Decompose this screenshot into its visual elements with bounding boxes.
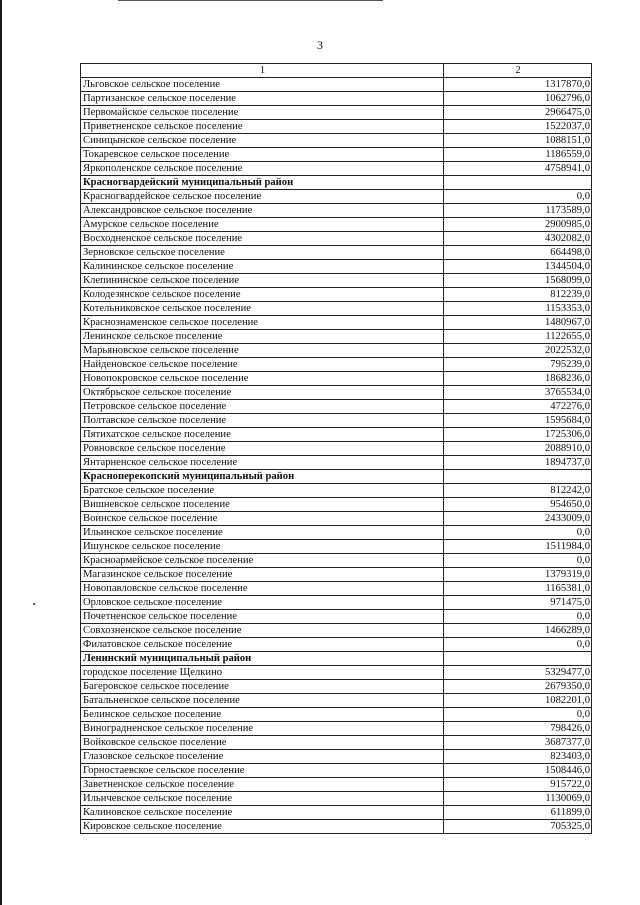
table-row [81,288,592,302]
settlement-name: Полтавское сельское поселение [81,414,444,428]
table-row [81,414,592,428]
amount-cell: 0,0 [444,610,592,624]
settlement-name: Александровское сельское поселение [81,204,444,218]
settlement-name: Горностаевское сельское поселение [81,764,444,778]
table-row [81,246,592,260]
budget-table [80,63,592,834]
settlement-name: Новопавловское сельское поселение [81,582,444,596]
table-row [81,162,592,176]
settlement-name: Синицынское сельское поселение [81,134,444,148]
amount-cell: 1165381,0 [444,582,592,596]
settlement-name: Красноармейское сельское поселение [81,554,444,568]
settlement-name: Ровновское сельское поселение [81,442,444,456]
settlement-name: Калиновское сельское поселение [81,806,444,820]
amount-cell: 795239,0 [444,358,592,372]
page-number: 3 [317,38,323,52]
settlement-name: Братское сельское поселение [81,484,444,498]
settlement-name: Глазовское сельское поселение [81,750,444,764]
table-row [81,526,592,540]
settlement-name: Амурское сельское поселение [81,218,444,232]
amount-cell: 2022532,0 [444,344,592,358]
amount-cell: 1480967,0 [444,316,592,330]
table-row [81,106,592,120]
settlement-name: Батальненское сельское поселение [81,694,444,708]
section-row [81,652,592,666]
settlement-name: Янтарненское сельское поселение [81,456,444,470]
settlement-name: Петровское сельское поселение [81,400,444,414]
settlement-name: Партизанское сельское поселение [81,92,444,106]
table-row [81,386,592,400]
settlement-name: Котельниковское сельское поселение [81,302,444,316]
amount-cell: 472276,0 [444,400,592,414]
amount-cell: 2679350,0 [444,680,592,694]
table-row [81,302,592,316]
table-row [81,512,592,526]
amount-cell: 1522037,0 [444,120,592,134]
table-row [81,372,592,386]
settlement-name: Совхозненское сельское поселение [81,624,444,638]
amount-cell: 2966475,0 [444,106,592,120]
settlement-name: Новопокровское сельское поселение [81,372,444,386]
amount-cell: 1122655,0 [444,330,592,344]
amount-cell: 812239,0 [444,288,592,302]
settlement-name: Почетненское сельское поселение [81,610,444,624]
table-row [81,330,592,344]
table-row [81,92,592,106]
amount-cell: 798426,0 [444,722,592,736]
amount-cell: 954650,0 [444,498,592,512]
table-row [81,274,592,288]
section-row [81,176,592,190]
settlement-name: Белинское сельское поселение [81,708,444,722]
amount-cell: 1568099,0 [444,274,592,288]
amount-cell: 2900985,0 [444,218,592,232]
amount-cell: 812242,0 [444,484,592,498]
table-row [81,498,592,512]
table-row [81,148,592,162]
settlement-name: Воинское сельское поселение [81,512,444,526]
amount-cell: 705325,0 [444,820,592,834]
amount-cell: 0,0 [444,190,592,204]
amount-cell: 1088151,0 [444,134,592,148]
amount-cell: 0,0 [444,554,592,568]
amount-cell: 1344504,0 [444,260,592,274]
settlement-name: Восходненское сельское поселение [81,232,444,246]
settlement-name: Ленинское сельское поселение [81,330,444,344]
amount-cell: 2088910,0 [444,442,592,456]
table-row [81,820,592,834]
amount-cell: 1725306,0 [444,428,592,442]
settlement-name: Зерновское сельское поселение [81,246,444,260]
table-row [81,778,592,792]
amount-cell: 1508446,0 [444,764,592,778]
settlement-name: Ишунское сельское поселение [81,540,444,554]
table-row [81,694,592,708]
amount-cell [444,470,592,484]
amount-cell: 0,0 [444,708,592,722]
settlement-name: Пятихатское сельское поселение [81,428,444,442]
district-name: Ленинский муниципальный район [81,652,444,666]
settlement-name: Войковское сельское поселение [81,736,444,750]
table-row [81,708,592,722]
amount-cell: 1153353,0 [444,302,592,316]
table-row [81,344,592,358]
table-row [81,456,592,470]
settlement-name: Филатовское сельское поселение [81,638,444,652]
scan-speck [33,603,35,605]
table-row [81,806,592,820]
settlement-name: Виноградненское сельское поселение [81,722,444,736]
table-row [81,400,592,414]
table-row [81,582,592,596]
settlement-name: Ильичевское сельское поселение [81,792,444,806]
table-row [81,540,592,554]
settlement-name: Клепининское сельское поселение [81,274,444,288]
table-row [81,442,592,456]
amount-cell: 611899,0 [444,806,592,820]
table-row [81,316,592,330]
settlement-name: Льговское сельское поселение [81,78,444,92]
amount-cell: 4302082,0 [444,232,592,246]
settlement-name: Приветненское сельское поселение [81,120,444,134]
section-row [81,470,592,484]
table-row [81,120,592,134]
table-row [81,218,592,232]
table-row [81,764,592,778]
amount-cell: 1379319,0 [444,568,592,582]
table-row [81,134,592,148]
district-name: Красногвардейский муниципальный район [81,176,444,190]
table-row [81,190,592,204]
settlement-name: Колодезянское сельское поселение [81,288,444,302]
amount-cell: 2433009,0 [444,512,592,526]
table-row [81,680,592,694]
amount-cell: 1062796,0 [444,92,592,106]
settlement-name: Первомайское сельское поселение [81,106,444,120]
amount-cell: 1130069,0 [444,792,592,806]
table-row [81,638,592,652]
settlement-name: Багеровское сельское поселение [81,680,444,694]
table-row [81,624,592,638]
amount-cell: 971475,0 [444,596,592,610]
table-row [81,204,592,218]
table-row [81,484,592,498]
table-row [81,260,592,274]
table-row [81,666,592,680]
settlement-name: Ильинское сельское поселение [81,526,444,540]
settlement-name: Кировское сельское поселение [81,820,444,834]
scan-left-edge [0,0,2,905]
settlement-name: Яркополенское сельское поселение [81,162,444,176]
amount-cell: 3765534,0 [444,386,592,400]
settlement-name: городское поселение Щелкино [81,666,444,680]
amount-cell: 1466289,0 [444,624,592,638]
top-rule [118,0,383,1]
settlement-name: Токаревское сельское поселение [81,148,444,162]
table-row [81,232,592,246]
amount-cell: 0,0 [444,526,592,540]
amount-cell: 4758941,0 [444,162,592,176]
settlement-name: Марьяновское сельское поселение [81,344,444,358]
settlement-name: Заветненское сельское поселение [81,778,444,792]
table-row [81,750,592,764]
amount-cell: 1186559,0 [444,148,592,162]
settlement-name: Вишневское сельское поселение [81,498,444,512]
settlement-name: Орловское сельское поселение [81,596,444,610]
table-row [81,568,592,582]
table-row [81,792,592,806]
amount-cell: 1511984,0 [444,540,592,554]
amount-cell: 3687377,0 [444,736,592,750]
column-header-1: 1 [81,64,444,78]
table-row [81,358,592,372]
table-header-row [81,64,592,78]
amount-cell: 1082201,0 [444,694,592,708]
amount-cell: 1894737,0 [444,456,592,470]
settlement-name: Калининское сельское поселение [81,260,444,274]
district-name: Красноперекопский муниципальный район [81,470,444,484]
amount-cell: 1173589,0 [444,204,592,218]
table-row [81,610,592,624]
settlement-name: Краснознаменское сельское поселение [81,316,444,330]
table-row [81,428,592,442]
settlement-name: Найденовское сельское поселение [81,358,444,372]
table-row [81,554,592,568]
amount-cell: 664498,0 [444,246,592,260]
amount-cell: 1868236,0 [444,372,592,386]
table-body [81,64,592,834]
amount-cell: 1595684,0 [444,414,592,428]
amount-cell: 823403,0 [444,750,592,764]
amount-cell: 1317870,0 [444,78,592,92]
amount-cell: 0,0 [444,638,592,652]
table-row [81,78,592,92]
settlement-name: Магазинское сельское поселение [81,568,444,582]
settlement-name: Октябрьское сельское поселение [81,386,444,400]
amount-cell: 915722,0 [444,778,592,792]
amount-cell: 5329477,0 [444,666,592,680]
amount-cell [444,176,592,190]
table-row [81,722,592,736]
table-row [81,596,592,610]
settlement-name: Красногвардейское сельское поселение [81,190,444,204]
amount-cell [444,652,592,666]
table-row [81,736,592,750]
column-header-2: 2 [444,64,592,78]
